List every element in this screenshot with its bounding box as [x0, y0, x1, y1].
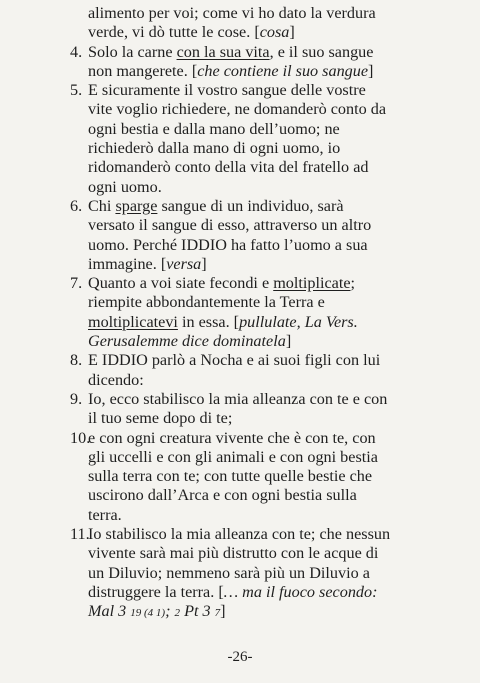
verse-number: 8. [70, 351, 83, 370]
verse-line [70, 525, 410, 544]
italic-note: Gerusalemme dice dominatela [88, 332, 286, 351]
italic-note: cosa [259, 23, 290, 42]
verse-line [70, 467, 410, 486]
verse-text: e con ogni creatura vivente che è con te, con [88, 428, 376, 447]
verse-line [70, 4, 410, 23]
underlined-text: moltiplicatevi [88, 312, 178, 331]
verse-text: dicendo: [88, 370, 144, 389]
verse-line [70, 313, 410, 332]
verse-text: richiederò dalla mano di ogni uomo, io [88, 139, 341, 158]
verse-line [70, 371, 410, 390]
verse-line [70, 158, 410, 177]
verse-line [70, 197, 410, 216]
underlined-text: sparge [115, 196, 158, 215]
verse-text: ogni bestia e dalla mano dell’uomo; ne [88, 119, 340, 138]
verse-text: verde, vi dò tutte le cose. [ [88, 23, 260, 42]
verse-number: 4. [70, 42, 83, 61]
verse-line [70, 564, 410, 583]
verse-line [70, 216, 410, 235]
underlined-text: moltiplicate [273, 274, 351, 293]
verse-text: Chi [88, 196, 116, 215]
verse-line [70, 429, 410, 448]
verse-line [70, 409, 410, 428]
verse-number: 6. [70, 196, 83, 215]
verse-text: uomo. Perché IDDIO ha fatto l’uomo a sua [88, 235, 368, 254]
underlined-text: con la sua vita [176, 42, 270, 61]
verse-text: sangue di un individuo, sarà [157, 196, 344, 215]
verse-line [70, 351, 410, 370]
verse-text: un Diluvio; nemmeno sarà più un Diluvio a [88, 563, 370, 582]
verse-text: riempite abbondantemente la Terra e [88, 293, 325, 312]
verse-text: ridomanderò conto della vita del fratello ad [88, 158, 369, 177]
verse-text: ] [285, 332, 292, 351]
italic-note: … ma il fuoco secondo: [223, 582, 378, 601]
verse-line [70, 583, 410, 602]
verse-line [70, 602, 410, 621]
verse-text: immagine. [ [88, 254, 167, 273]
italic-note: versa [166, 254, 202, 273]
verse-text: E sicuramente il vostro sangue delle vostre [88, 81, 366, 100]
italic-note: Mal 3 [88, 602, 131, 621]
verse-line [70, 293, 410, 312]
verse-line [70, 544, 410, 563]
italic-note: 7 [214, 607, 221, 620]
verse-number: 9. [70, 389, 83, 408]
verse-line [70, 62, 410, 81]
verse-number: 11. [70, 525, 90, 544]
verse-line [70, 81, 410, 100]
verse-text: terra. [88, 505, 122, 524]
verse-line [70, 100, 410, 119]
verse-line [70, 236, 410, 255]
verse-text: versato il sangue di esso, attraverso un altro [88, 216, 372, 235]
verse-text: Io stabilisco la mia alleanza con te; che nessun [88, 525, 391, 544]
verse-text: il tuo seme dopo di te; [88, 409, 233, 428]
verse-text: ] [220, 602, 226, 621]
verse-text: ogni uomo. [88, 177, 162, 196]
verse-line [70, 255, 410, 274]
verse-text: gli uccelli e con gli animali e con ogni bestia [88, 447, 378, 466]
verse-text: Solo la carne [88, 42, 177, 61]
verse-text: sulla terra con te; con tutte quelle bestie che [88, 467, 373, 486]
verse-line [70, 43, 410, 62]
verse-text: distruggere la terra. [ [88, 582, 224, 601]
verse-text: , e il suo sangue [269, 42, 374, 61]
italic-note: 2 [174, 607, 181, 620]
page-number: -26- [227, 649, 253, 665]
verse-text: vite voglio richiedere, ne domanderò conto da [88, 100, 387, 119]
verse-line [70, 390, 410, 409]
verse-text: E IDDIO parlò a Nocha e ai suoi figli con lui [88, 351, 381, 370]
verse-text: in essa. [ [177, 312, 240, 331]
verse-list [70, 4, 410, 622]
verse-line [70, 178, 410, 197]
verse-text: non mangerete. [ [88, 61, 198, 80]
verse-number: 10. [70, 428, 91, 447]
italic-note: pullulate, La Vers. [239, 312, 358, 331]
verse-line [70, 120, 410, 139]
verse-text: vivente sarà mai più distrutto con le acque di [88, 544, 379, 563]
verse-text: Io, ecco stabilisco la mia alleanza con te e con [88, 389, 388, 408]
verse-text: ] [368, 61, 374, 80]
italic-note: ; [165, 602, 175, 621]
verse-text: uscirono dall’Arca e con ogni bestia sulla [88, 486, 357, 505]
italic-note: Pt 3 [180, 602, 215, 621]
verse-line [70, 448, 410, 467]
verse-text: Quanto a voi siate fecondi e [88, 274, 274, 293]
italic-note: 19 (4 1) [130, 607, 166, 620]
verse-text: ; [350, 274, 356, 293]
verse-text: ] [289, 23, 295, 42]
verse-line [70, 506, 410, 525]
verse-line [70, 274, 410, 293]
verse-text: ] [201, 254, 207, 273]
verse-number: 7. [70, 274, 83, 293]
italic-note: che contiene il suo sangue [197, 61, 369, 80]
verse-line [70, 486, 410, 505]
verse-line [70, 23, 410, 42]
verse-text: alimento per voi; come vi ho dato la verdura [88, 4, 376, 22]
verse-line [70, 139, 410, 158]
verse-line [70, 332, 410, 351]
verse-number: 5. [70, 81, 83, 100]
